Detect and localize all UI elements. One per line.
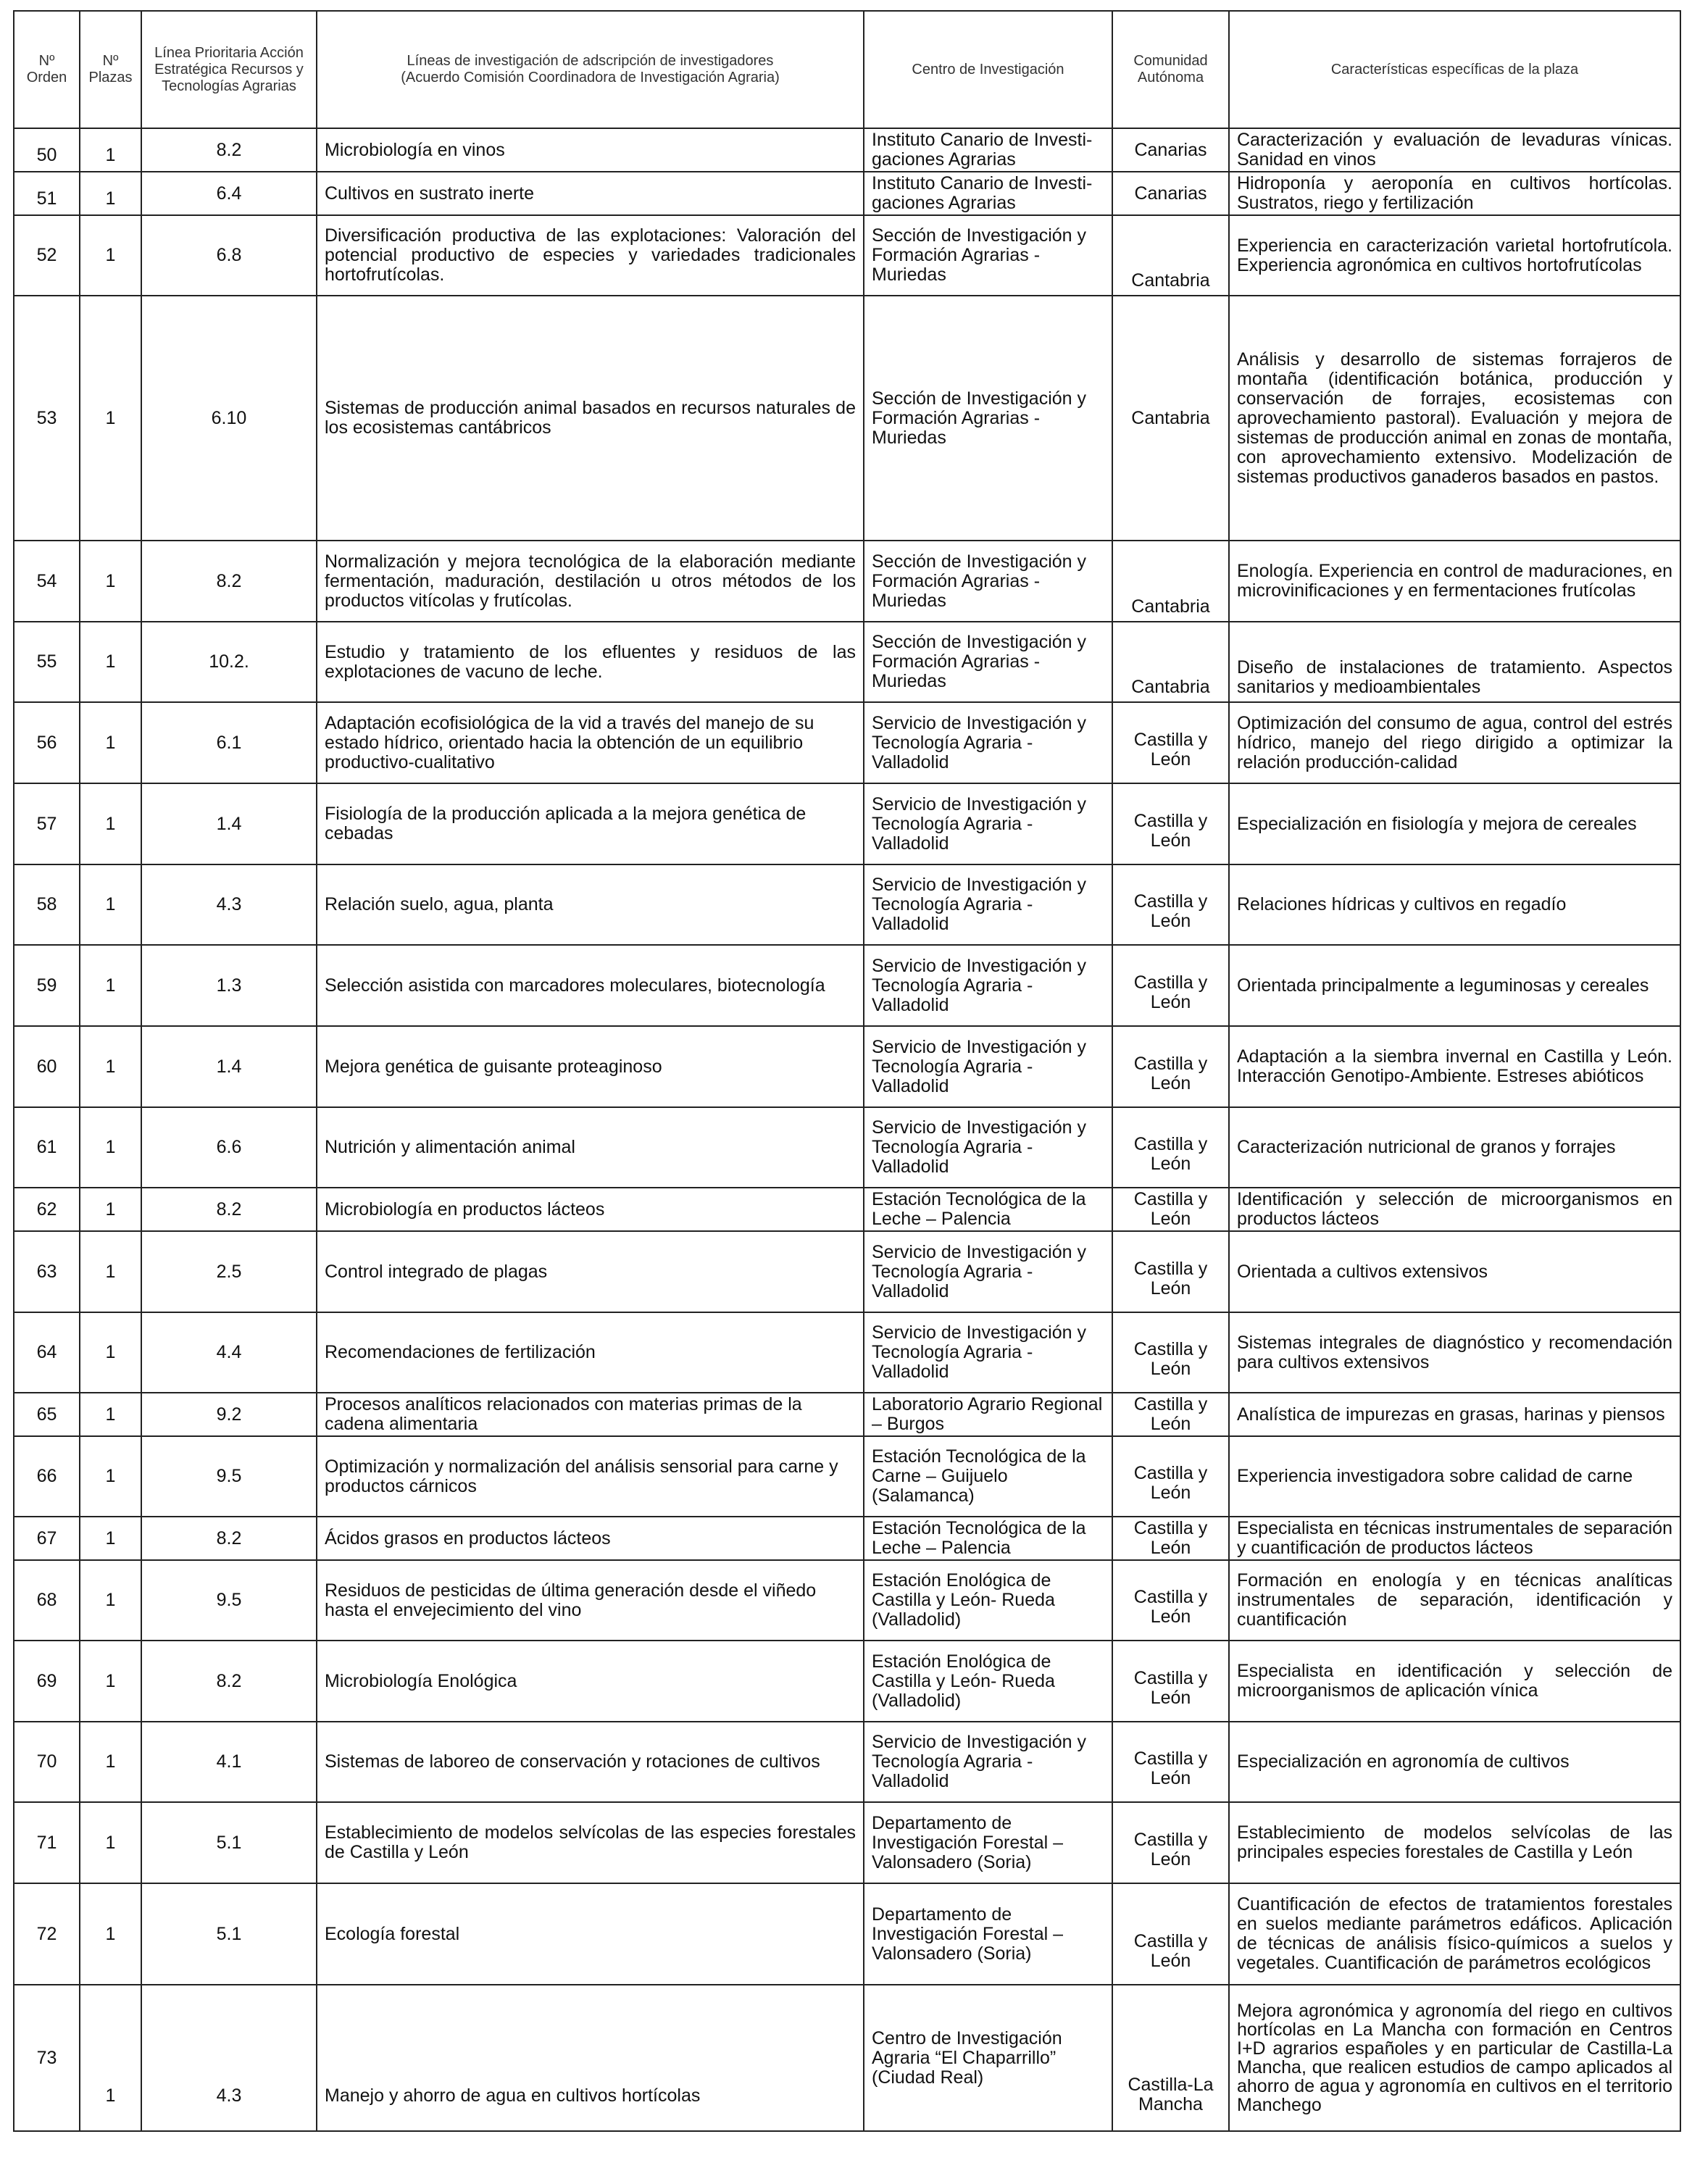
cell-orden: 52: [14, 215, 80, 296]
cell-orden: 57: [14, 783, 80, 864]
cell-orden: 65: [14, 1393, 80, 1436]
cell-plazas: 1: [80, 1722, 141, 1802]
cell-plazas: 1: [80, 1883, 141, 1985]
cell-comunidad: Castilla y León: [1112, 1231, 1229, 1312]
cell-plazas: 1: [80, 783, 141, 864]
cell-linea: 9.2: [141, 1393, 317, 1436]
cell-plazas: 1: [80, 296, 141, 541]
cell-caracteristicas: Optimización del consumo de agua, control del estrés hídrico, manejo del riego dirigido a optimizar la relación producción-calidad: [1229, 702, 1680, 783]
cell-plazas: 1: [80, 1517, 141, 1560]
table-row: [14, 1517, 1680, 1560]
cell-centro: Servicio de Investigación y Tecnología Agraria - Valladolid: [864, 864, 1112, 945]
cell-centro: Servicio de Investigación y Tecnología Agraria - Valladolid: [864, 1312, 1112, 1393]
cell-centro: Estación Tecnológica de la Leche – Palencia: [864, 1517, 1112, 1560]
cell-comunidad: Cantabria: [1112, 296, 1229, 541]
cell-plazas: 1: [80, 1436, 141, 1517]
cell-investigacion: Mejora genética de guisante proteaginoso: [317, 1026, 864, 1107]
cell-comunidad: Castilla y León: [1112, 864, 1229, 945]
cell-orden: 67: [14, 1517, 80, 1560]
cell-linea: 5.1: [141, 1802, 317, 1883]
cell-investigacion: Nutrición y alimentación animal: [317, 1107, 864, 1188]
cell-linea: 4.3: [141, 864, 317, 945]
cell-investigacion: Sistemas de laboreo de conservación y rotaciones de cultivos: [317, 1722, 864, 1802]
table-row: [14, 1560, 1680, 1641]
table-row: [14, 1026, 1680, 1107]
cell-orden: 62: [14, 1188, 80, 1231]
cell-centro: Estación Tecnológica de la Carne – Guijuelo (Salamanca): [864, 1436, 1112, 1517]
cell-orden: 64: [14, 1312, 80, 1393]
cell-investigacion: Diversificación productiva de las explotaciones: Valoración del potencial productivo de especies y variedades tradicionales hortofrutícolas.: [317, 215, 864, 296]
cell-investigacion: Fisiología de la producción aplicada a la mejora genética de cebadas: [317, 783, 864, 864]
cell-caracteristicas: Especialista en técnicas instrumentales de separación y cuantificación de productos lácteos: [1229, 1517, 1680, 1560]
cell-comunidad: Castilla y León: [1112, 1436, 1229, 1517]
header-orden: Nº Orden: [14, 11, 80, 128]
cell-caracteristicas: Sistemas integrales de diagnóstico y recomendación para cultivos extensivos: [1229, 1312, 1680, 1393]
cell-orden: 58: [14, 864, 80, 945]
cell-comunidad: Castilla y León: [1112, 1560, 1229, 1641]
cell-caracteristicas: Experiencia en caracterización varietal hortofrutícola. Experiencia agronómica en cultivos hortofrutícolas: [1229, 215, 1680, 296]
cell-centro: Sección de Investigación y Formación Agrarias - Muriedas: [864, 622, 1112, 702]
cell-comunidad: Castilla y León: [1112, 1883, 1229, 1985]
cell-caracteristicas: Hidroponía y aeroponía en cultivos hortícolas. Sustratos, riego y fertilización: [1229, 172, 1680, 215]
cell-caracteristicas: Adaptación a la siembra invernal en Castilla y León. Interacción Genotipo-Ambiente. Estreses abióticos: [1229, 1026, 1680, 1107]
cell-caracteristicas: Identificación y selección de microorganismos en productos lácteos: [1229, 1188, 1680, 1231]
cell-plazas: 1: [80, 864, 141, 945]
cell-linea: 8.2: [141, 1188, 317, 1231]
cell-plazas: 1: [80, 1107, 141, 1188]
cell-plazas: 1: [80, 172, 141, 215]
cell-comunidad: Castilla y León: [1112, 1107, 1229, 1188]
cell-linea: 8.2: [141, 541, 317, 622]
cell-centro: Laboratorio Agrario Regional – Burgos: [864, 1393, 1112, 1436]
table-row: [14, 702, 1680, 783]
cell-caracteristicas: Especialista en identificación y selección de microorganismos de aplicación vínica: [1229, 1641, 1680, 1722]
cell-investigacion: Ecología forestal: [317, 1883, 864, 1985]
cell-orden: 53: [14, 296, 80, 541]
cell-plazas: 1: [80, 945, 141, 1026]
cell-investigacion: Microbiología en vinos: [317, 128, 864, 172]
cell-caracteristicas: Formación en enología y en técnicas analíticas instrumentales de separación, identificación y cuantificación: [1229, 1560, 1680, 1641]
table-row: [14, 1722, 1680, 1802]
table-row: [14, 1802, 1680, 1883]
table-row: [14, 172, 1680, 215]
cell-comunidad: Castilla y León: [1112, 1517, 1229, 1560]
cell-caracteristicas: Especialización en fisiología y mejora de cereales: [1229, 783, 1680, 864]
cell-orden: 66: [14, 1436, 80, 1517]
cell-linea: 8.2: [141, 1517, 317, 1560]
cell-orden: 59: [14, 945, 80, 1026]
table-row: [14, 622, 1680, 702]
cell-linea: 1.4: [141, 1026, 317, 1107]
header-linea-prioritaria: Línea Prioritaria Acción Estratégica Recursos y Tecnologías Agrarias: [141, 11, 317, 128]
cell-investigacion: Estudio y tratamiento de los efluentes y residuos de las explotaciones de vacuno de leche.: [317, 622, 864, 702]
cell-comunidad: Castilla y León: [1112, 1026, 1229, 1107]
cell-linea: 6.1: [141, 702, 317, 783]
cell-caracteristicas: Orientada principalmente a leguminosas y cereales: [1229, 945, 1680, 1026]
header-centro: Centro de Investigación: [864, 11, 1112, 128]
cell-investigacion: Manejo y ahorro de agua en cultivos hortícolas: [317, 1985, 864, 2131]
header-lineas-investigacion-title: Líneas de investigación de adscripción de investigadores: [407, 53, 774, 69]
cell-centro: Instituto Canario de Investi-gaciones Agrarias: [864, 172, 1112, 215]
cell-orden: 63: [14, 1231, 80, 1312]
table-row: [14, 1883, 1680, 1985]
cell-comunidad: Castilla y León: [1112, 945, 1229, 1026]
cell-plazas: 1: [80, 1026, 141, 1107]
cell-orden: 51: [14, 172, 80, 215]
cell-centro: Servicio de Investigación y Tecnología Agraria - Valladolid: [864, 702, 1112, 783]
cell-centro: Estación Tecnológica de la Leche – Palencia: [864, 1188, 1112, 1231]
cell-investigacion: Adaptación ecofisiológica de la vid a través del manejo de su estado hídrico, orientado hacia la obtención de un equilibrio productivo-cualitativo: [317, 702, 864, 783]
cell-comunidad: Canarias: [1112, 128, 1229, 172]
table-row: [14, 1985, 1680, 2131]
cell-linea: 8.2: [141, 128, 317, 172]
table-row: [14, 296, 1680, 541]
cell-linea: 4.4: [141, 1312, 317, 1393]
plazas-table: [13, 10, 1681, 2132]
cell-orden: 61: [14, 1107, 80, 1188]
cell-caracteristicas: Diseño de instalaciones de tratamiento. Aspectos sanitarios y medioambientales: [1229, 622, 1680, 702]
document-page: [13, 10, 1680, 2132]
header-comunidad: Comunidad Autónoma: [1112, 11, 1229, 128]
cell-centro: Estación Enológica de Castilla y León- Rueda (Valladolid): [864, 1641, 1112, 1722]
header-plazas: Nº Plazas: [80, 11, 141, 128]
table-row: [14, 864, 1680, 945]
cell-orden: 71: [14, 1802, 80, 1883]
cell-investigacion: Normalización y mejora tecnológica de la elaboración mediante fermentación, maduración, destilación u otros métodos de los productos vitícolas y frutícolas.: [317, 541, 864, 622]
header-lineas-investigacion: [317, 11, 864, 128]
cell-orden: 54: [14, 541, 80, 622]
cell-centro: Sección de Investigación y Formación Agrarias - Muriedas: [864, 215, 1112, 296]
table-row: [14, 1393, 1680, 1436]
cell-plazas: 1: [80, 1802, 141, 1883]
cell-investigacion: Relación suelo, agua, planta: [317, 864, 864, 945]
cell-centro: Departamento de Investigación Forestal – Valonsadero (Soria): [864, 1883, 1112, 1985]
cell-comunidad: Castilla y León: [1112, 1802, 1229, 1883]
cell-centro: Estación Enológica de Castilla y León- Rueda (Valladolid): [864, 1560, 1112, 1641]
cell-comunidad: Canarias: [1112, 172, 1229, 215]
cell-plazas: 1: [80, 1560, 141, 1641]
cell-plazas: 1: [80, 1312, 141, 1393]
cell-linea: 1.3: [141, 945, 317, 1026]
cell-orden: 72: [14, 1883, 80, 1985]
cell-orden: 50: [14, 128, 80, 172]
cell-caracteristicas: Análisis y desarrollo de sistemas forrajeros de montaña (identificación botánica, producción y conservación de forrajes, ecosistemas con aprovechamiento pastoral). Evaluación y mejora de sistemas de producción animal en zonas de montaña, con aprovechamiento extensivo. Modelización de sistemas productivos ganaderos basados en pastos.: [1229, 296, 1680, 541]
cell-centro: Centro de Investigación Agraria “El Chaparrillo” (Ciudad Real): [864, 1985, 1112, 2131]
cell-plazas: 1: [80, 1641, 141, 1722]
cell-caracteristicas: Especialización en agronomía de cultivos: [1229, 1722, 1680, 1802]
table-row: [14, 1312, 1680, 1393]
cell-orden: 69: [14, 1641, 80, 1722]
cell-linea: 6.4: [141, 172, 317, 215]
cell-comunidad: Castilla y León: [1112, 1641, 1229, 1722]
cell-plazas: 1: [80, 1985, 141, 2131]
cell-centro: Sección de Investigación y Formación Agrarias - Muriedas: [864, 541, 1112, 622]
cell-orden: 55: [14, 622, 80, 702]
table-row: [14, 1231, 1680, 1312]
cell-investigacion: Control integrado de plagas: [317, 1231, 864, 1312]
cell-orden: 68: [14, 1560, 80, 1641]
cell-plazas: 1: [80, 1231, 141, 1312]
header-lineas-investigacion-subtitle: (Acuerdo Comisión Coordinadora de Investigación Agraria): [401, 70, 780, 86]
cell-linea: 8.2: [141, 1641, 317, 1722]
cell-centro: Servicio de Investigación y Tecnología Agraria - Valladolid: [864, 945, 1112, 1026]
cell-centro: Servicio de Investigación y Tecnología Agraria - Valladolid: [864, 1107, 1112, 1188]
cell-linea: 4.1: [141, 1722, 317, 1802]
cell-comunidad: Cantabria: [1112, 622, 1229, 702]
table-row: [14, 1436, 1680, 1517]
cell-linea: 4.3: [141, 1985, 317, 2131]
cell-orden: 70: [14, 1722, 80, 1802]
cell-plazas: 1: [80, 1393, 141, 1436]
cell-centro: Servicio de Investigación y Tecnología Agraria - Valladolid: [864, 1722, 1112, 1802]
cell-linea: 1.4: [141, 783, 317, 864]
cell-centro: Servicio de Investigación y Tecnología Agraria - Valladolid: [864, 1026, 1112, 1107]
cell-centro: Instituto Canario de Investi-gaciones Agrarias: [864, 128, 1112, 172]
cell-orden: 73: [14, 1985, 80, 2131]
cell-investigacion: Procesos analíticos relacionados con materias primas de la cadena alimentaria: [317, 1393, 864, 1436]
cell-plazas: 1: [80, 702, 141, 783]
cell-plazas: 1: [80, 215, 141, 296]
table-row: [14, 1107, 1680, 1188]
cell-caracteristicas: Establecimiento de modelos selvícolas de las principales especies forestales de Castilla y León: [1229, 1802, 1680, 1883]
cell-plazas: 1: [80, 1188, 141, 1231]
table-row: [14, 1188, 1680, 1231]
cell-caracteristicas: Analística de impurezas en grasas, harinas y piensos: [1229, 1393, 1680, 1436]
cell-plazas: 1: [80, 128, 141, 172]
cell-centro: Servicio de Investigación y Tecnología Agraria - Valladolid: [864, 783, 1112, 864]
cell-centro: Departamento de Investigación Forestal – Valonsadero (Soria): [864, 1802, 1112, 1883]
cell-comunidad: Castilla y León: [1112, 1312, 1229, 1393]
cell-comunidad: Cantabria: [1112, 215, 1229, 296]
cell-centro: Servicio de Investigación y Tecnología Agraria - Valladolid: [864, 1231, 1112, 1312]
cell-investigacion: Sistemas de producción animal basados en recursos naturales de los ecosistemas cantábricos: [317, 296, 864, 541]
cell-orden: 56: [14, 702, 80, 783]
cell-comunidad: Cantabria: [1112, 541, 1229, 622]
cell-investigacion: Residuos de pesticidas de última generación desde el viñedo hasta el envejecimiento del vino: [317, 1560, 864, 1641]
cell-caracteristicas: Cuantificación de efectos de tratamientos forestales en suelos mediante parámetros edáficos. Aplicación de técnicas de análisis físico-químicos a suelos y vegetales. Cuantificación de parámetros ecológicos: [1229, 1883, 1680, 1985]
cell-investigacion: Establecimiento de modelos selvícolas de las especies forestales de Castilla y León: [317, 1802, 864, 1883]
table-row: [14, 945, 1680, 1026]
cell-investigacion: Microbiología Enológica: [317, 1641, 864, 1722]
cell-investigacion: Selección asistida con marcadores moleculares, biotecnología: [317, 945, 864, 1026]
cell-linea: 9.5: [141, 1436, 317, 1517]
cell-caracteristicas: Mejora agronómica y agronomía del riego en cultivos hortícolas en La Mancha con formación en Centros I+D agrarios españoles y en particular de Castilla-La Mancha, que realicen estudios de campo aplicados al ahorro de agua y agronomía en cultivos en el territorio Manchego: [1229, 1985, 1680, 2131]
cell-comunidad: Castilla y León: [1112, 1393, 1229, 1436]
cell-linea: 10.2.: [141, 622, 317, 702]
cell-linea: 9.5: [141, 1560, 317, 1641]
cell-caracteristicas: Enología. Experiencia en control de maduraciones, en microvinificaciones y en fermentaciones frutícolas: [1229, 541, 1680, 622]
table-row: [14, 128, 1680, 172]
cell-caracteristicas: Caracterización nutricional de granos y forrajes: [1229, 1107, 1680, 1188]
cell-comunidad: Castilla y León: [1112, 702, 1229, 783]
cell-caracteristicas: Orientada a cultivos extensivos: [1229, 1231, 1680, 1312]
table-row: [14, 541, 1680, 622]
cell-caracteristicas: Experiencia investigadora sobre calidad de carne: [1229, 1436, 1680, 1517]
cell-linea: 2.5: [141, 1231, 317, 1312]
cell-comunidad: Castilla y León: [1112, 1722, 1229, 1802]
cell-linea: 6.8: [141, 215, 317, 296]
cell-investigacion: Cultivos en sustrato inerte: [317, 172, 864, 215]
cell-investigacion: Ácidos grasos en productos lácteos: [317, 1517, 864, 1560]
cell-comunidad: Castilla y León: [1112, 1188, 1229, 1231]
cell-investigacion: Recomendaciones de fertilización: [317, 1312, 864, 1393]
table-row: [14, 783, 1680, 864]
cell-plazas: 1: [80, 622, 141, 702]
cell-linea: 6.6: [141, 1107, 317, 1188]
cell-comunidad: Castilla-La Mancha: [1112, 1985, 1229, 2131]
cell-caracteristicas: Relaciones hídricas y cultivos en regadío: [1229, 864, 1680, 945]
cell-centro: Sección de Investigación y Formación Agrarias - Muriedas: [864, 296, 1112, 541]
table-row: [14, 1641, 1680, 1722]
cell-investigacion: Optimización y normalización del análisis sensorial para carne y productos cárnicos: [317, 1436, 864, 1517]
cell-plazas: 1: [80, 541, 141, 622]
cell-comunidad: Castilla y León: [1112, 783, 1229, 864]
header-caracteristicas: Características específicas de la plaza: [1229, 11, 1680, 128]
cell-linea: 5.1: [141, 1883, 317, 1985]
cell-caracteristicas: Caracterización y evaluación de levaduras vínicas. Sanidad en vinos: [1229, 128, 1680, 172]
table-row: [14, 215, 1680, 296]
header-row: [14, 11, 1680, 128]
cell-orden: 60: [14, 1026, 80, 1107]
cell-linea: 6.10: [141, 296, 317, 541]
cell-investigacion: Microbiología en productos lácteos: [317, 1188, 864, 1231]
